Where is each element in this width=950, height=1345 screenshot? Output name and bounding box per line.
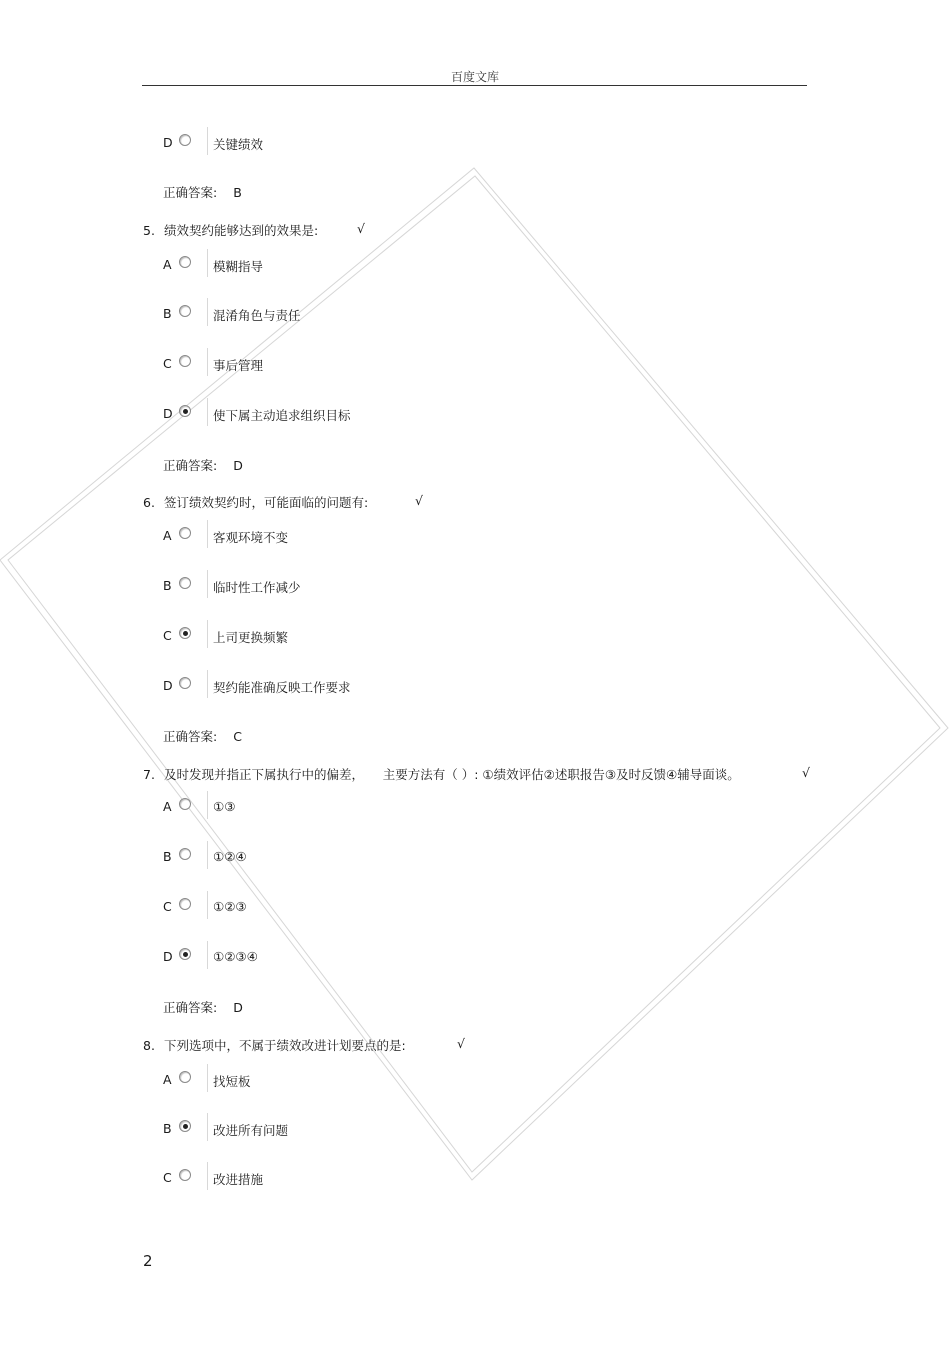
option-separator xyxy=(207,891,208,919)
question-text: 绩效契约能够达到的效果是: xyxy=(164,223,319,238)
question-5 xyxy=(143,221,365,239)
correct-answer-q5 xyxy=(163,456,243,474)
option-letter: C xyxy=(163,899,172,914)
option-letter: C xyxy=(163,1170,172,1185)
correct-answer-q7 xyxy=(163,998,243,1016)
question-text: 下列选项中，不属于绩效改进计划要点的是: xyxy=(164,1038,406,1053)
option-separator xyxy=(207,1162,208,1190)
radio-button-selected[interactable] xyxy=(179,948,191,960)
option-separator xyxy=(207,348,208,376)
question-number: 7. xyxy=(143,767,155,782)
radio-button[interactable] xyxy=(179,355,191,367)
question-7 xyxy=(143,765,810,783)
header-divider xyxy=(142,85,807,86)
option-letter: A xyxy=(163,257,172,272)
option-letter: D xyxy=(163,406,173,421)
option-letter: C xyxy=(163,628,172,643)
option-text: 找短板 xyxy=(213,1074,251,1089)
question-number: 6. xyxy=(143,495,155,510)
radio-button[interactable] xyxy=(179,848,191,860)
option-letter: A xyxy=(163,528,172,543)
option-separator xyxy=(207,620,208,648)
option-separator xyxy=(207,127,208,155)
radio-button-selected[interactable] xyxy=(179,627,191,639)
radio-button[interactable] xyxy=(179,527,191,539)
radio-button[interactable] xyxy=(179,677,191,689)
option-text: 改进措施 xyxy=(213,1172,264,1187)
radio-button[interactable] xyxy=(179,577,191,589)
option-text: 关键绩效 xyxy=(213,137,264,152)
radio-button-selected[interactable] xyxy=(179,1120,191,1132)
radio-button[interactable] xyxy=(179,898,191,910)
option-separator xyxy=(207,398,208,426)
option-letter: D xyxy=(163,949,173,964)
correct-answer-prev xyxy=(163,183,242,201)
option-text: ①③ xyxy=(213,799,236,814)
radio-button[interactable] xyxy=(179,134,191,146)
radio-button[interactable] xyxy=(179,305,191,317)
answer-label: 正确答案: xyxy=(163,458,218,473)
radio-button[interactable] xyxy=(179,1169,191,1181)
option-text: ①②③ xyxy=(213,899,247,914)
option-separator xyxy=(207,941,208,969)
answer-value: C xyxy=(233,729,242,744)
question-text: 签订绩效契约时，可能面临的问题有: xyxy=(164,495,369,510)
option-text: 模糊指导 xyxy=(213,259,264,274)
check-mark: √ xyxy=(415,493,423,508)
check-mark: √ xyxy=(357,221,365,236)
option-separator xyxy=(207,1113,208,1141)
radio-button[interactable] xyxy=(179,256,191,268)
radio-button[interactable] xyxy=(179,1071,191,1083)
option-text: 临时性工作减少 xyxy=(213,580,301,595)
page-number: 2 xyxy=(143,1252,153,1270)
option-text: ①②③④ xyxy=(213,949,258,964)
option-separator xyxy=(207,520,208,548)
answer-label: 正确答案: xyxy=(163,729,218,744)
radio-button[interactable] xyxy=(179,798,191,810)
answer-label: 正确答案: xyxy=(163,185,218,200)
option-text: 契约能准确反映工作要求 xyxy=(213,680,351,695)
option-text: 使下属主动追求组织目标 xyxy=(213,408,351,423)
option-separator xyxy=(207,670,208,698)
option-text: 上司更换频繁 xyxy=(213,630,289,645)
check-mark: √ xyxy=(802,765,810,780)
option-text: 客观环境不变 xyxy=(213,530,289,545)
option-text: 混淆角色与责任 xyxy=(213,308,301,323)
answer-value: B xyxy=(233,185,242,200)
option-letter: C xyxy=(163,356,172,371)
option-letter: B xyxy=(163,578,172,593)
option-separator xyxy=(207,570,208,598)
option-letter: B xyxy=(163,849,172,864)
option-separator xyxy=(207,249,208,277)
question-6 xyxy=(143,493,423,511)
option-letter: A xyxy=(163,1072,172,1087)
option-letter: D xyxy=(163,678,173,693)
correct-answer-q6 xyxy=(163,727,242,745)
option-separator xyxy=(207,298,208,326)
question-number: 8. xyxy=(143,1038,155,1053)
page-header: 百度文库 xyxy=(450,70,499,84)
option-letter: B xyxy=(163,1121,172,1136)
option-letter: D xyxy=(163,135,173,150)
answer-value: D xyxy=(233,1000,243,1015)
option-text: ①②④ xyxy=(213,849,247,864)
option-text: 事后管理 xyxy=(213,358,264,373)
option-separator xyxy=(207,841,208,869)
option-separator xyxy=(207,1064,208,1092)
option-letter: B xyxy=(163,306,172,321)
question-8 xyxy=(143,1036,465,1054)
answer-value: D xyxy=(233,458,243,473)
option-text: 改进所有问题 xyxy=(213,1123,289,1138)
answer-label: 正确答案: xyxy=(163,1000,218,1015)
question-text: 及时发现并指正下属执行中的偏差， 主要方法有（ ）: ①绩效评估②述职报告③及时反馈④辅导面谈。 xyxy=(164,767,740,782)
question-number: 5. xyxy=(143,223,155,238)
check-mark: √ xyxy=(457,1036,465,1051)
radio-button-selected[interactable] xyxy=(179,405,191,417)
option-letter: A xyxy=(163,799,172,814)
option-separator xyxy=(207,791,208,819)
